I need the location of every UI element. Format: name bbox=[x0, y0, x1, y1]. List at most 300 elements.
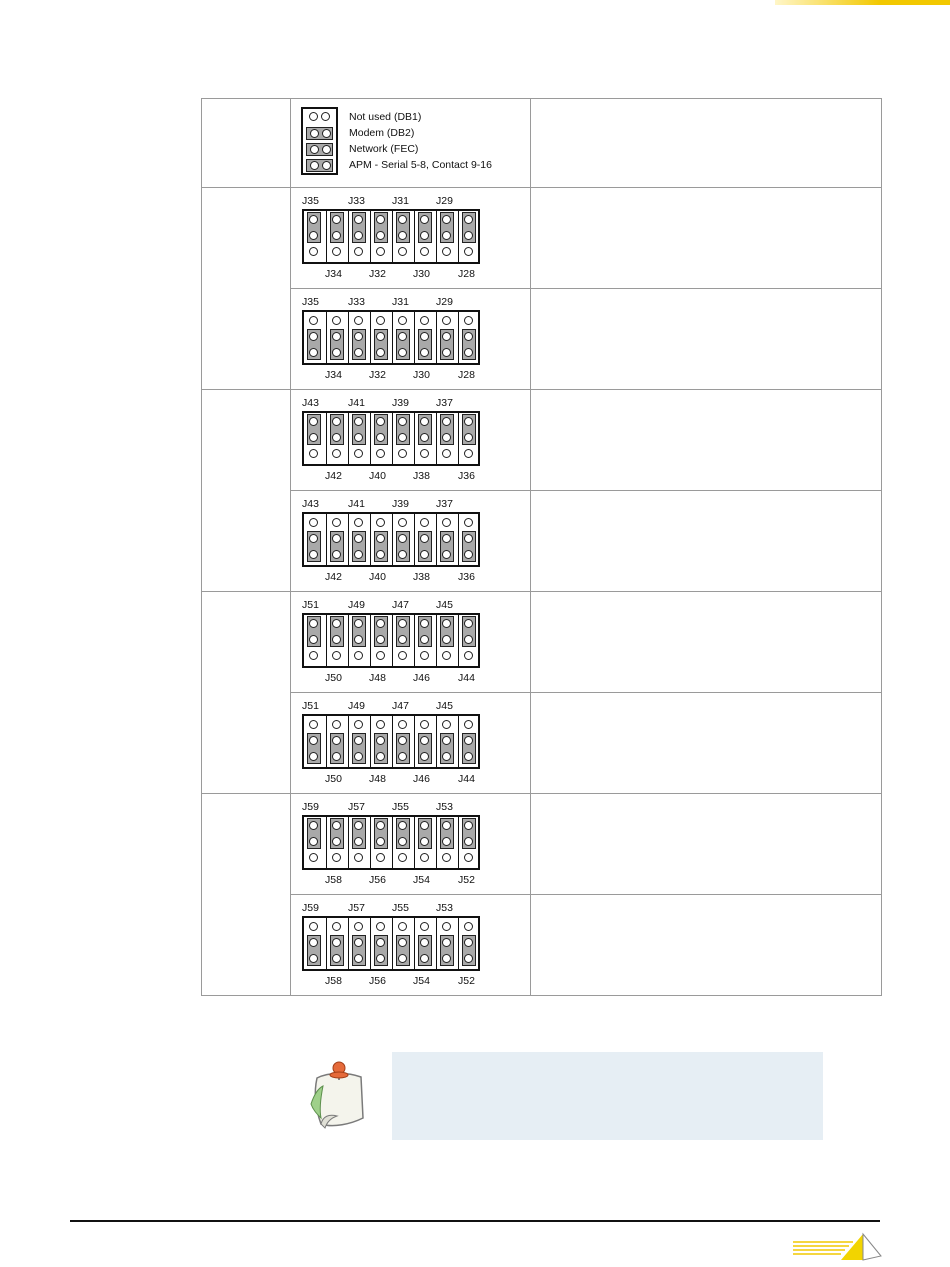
jumper-position bbox=[436, 817, 457, 868]
triangle-logo-icon bbox=[793, 1232, 883, 1262]
jumper-pin bbox=[332, 635, 341, 644]
jumper-pin bbox=[442, 550, 451, 559]
jumper-pin bbox=[376, 837, 385, 846]
jumper-label: J29 bbox=[436, 296, 453, 308]
jumper-pin bbox=[464, 922, 473, 931]
jumper-pin bbox=[420, 736, 429, 745]
jumper-block-figure bbox=[302, 902, 524, 990]
jumper-pin bbox=[398, 853, 407, 862]
jumper-pin bbox=[464, 433, 473, 442]
jumper-pin bbox=[442, 635, 451, 644]
jumper-pin bbox=[442, 821, 451, 830]
jumper-label: J47 bbox=[392, 700, 409, 712]
table-row bbox=[202, 390, 882, 491]
jumper-block-figure bbox=[302, 498, 524, 586]
footer-rule bbox=[70, 1220, 880, 1222]
jumper-position bbox=[392, 211, 413, 262]
jumper-label: J28 bbox=[458, 268, 475, 280]
jumper-figure-cell bbox=[291, 188, 531, 289]
jumper-position bbox=[392, 514, 413, 565]
jumper-label: J48 bbox=[369, 672, 386, 684]
jumper-pin bbox=[442, 518, 451, 527]
jumper-pin bbox=[332, 720, 341, 729]
jumper-pin bbox=[398, 433, 407, 442]
table-row bbox=[202, 188, 882, 289]
jumper-pin bbox=[464, 534, 473, 543]
jumper-pin bbox=[398, 821, 407, 830]
legend-label-apm: APM - Serial 5-8, Contact 9-16 bbox=[349, 159, 492, 171]
jumper-figure-cell bbox=[291, 491, 531, 592]
jumper-block-figure bbox=[302, 599, 524, 687]
jumper-figure-cell bbox=[291, 895, 531, 996]
jumper-pin bbox=[309, 550, 318, 559]
jumper-position bbox=[304, 716, 325, 767]
legend-jumper-block bbox=[301, 107, 338, 175]
jumper-pin bbox=[354, 449, 363, 458]
jumper-label: J53 bbox=[436, 902, 453, 914]
legend-label-not-used: Not used (DB1) bbox=[349, 111, 422, 123]
jumper-label: J33 bbox=[348, 296, 365, 308]
legend-label-network: Network (FEC) bbox=[349, 143, 419, 155]
jumper-figure-cell bbox=[291, 390, 531, 491]
jumper-position bbox=[370, 211, 391, 262]
jumper-pin bbox=[309, 853, 318, 862]
jumper-pin bbox=[376, 853, 385, 862]
jumper-label: J49 bbox=[348, 599, 365, 611]
jumper-pin bbox=[442, 316, 451, 325]
jumper-position bbox=[326, 615, 347, 666]
jumper-position bbox=[458, 312, 479, 363]
jumper-position bbox=[304, 211, 325, 262]
jumper-pin bbox=[309, 247, 318, 256]
jumper-pin bbox=[420, 619, 429, 628]
jumper-pin bbox=[332, 348, 341, 357]
jumper-pin bbox=[442, 417, 451, 426]
jumper-pin bbox=[464, 518, 473, 527]
jumper-pin bbox=[376, 348, 385, 357]
jumper-pin bbox=[309, 938, 318, 947]
jumper-pin bbox=[332, 332, 341, 341]
note-box bbox=[392, 1052, 823, 1140]
jumper-pin bbox=[309, 417, 318, 426]
jumper-label: J33 bbox=[348, 195, 365, 207]
legend-pins-db2 bbox=[306, 127, 333, 140]
jumper-pin bbox=[398, 215, 407, 224]
jumper-pin bbox=[309, 215, 318, 224]
jumper-label: J42 bbox=[325, 571, 342, 583]
jumper-position bbox=[348, 514, 369, 565]
jumper-label: J35 bbox=[302, 195, 319, 207]
jumper-pin bbox=[309, 922, 318, 931]
jumper-position bbox=[392, 413, 413, 464]
jumper-pin bbox=[376, 550, 385, 559]
jumper-pin bbox=[332, 736, 341, 745]
jumper-position bbox=[414, 312, 435, 363]
jumper-pin bbox=[442, 853, 451, 862]
jumper-pin bbox=[354, 332, 363, 341]
jumper-pin bbox=[376, 433, 385, 442]
jumper-pin bbox=[354, 348, 363, 357]
jumper-pin bbox=[332, 417, 341, 426]
jumper-pin bbox=[354, 534, 363, 543]
jumper-label: J57 bbox=[348, 902, 365, 914]
jumper-pin bbox=[376, 720, 385, 729]
jumper-header-frame bbox=[302, 512, 480, 567]
jumper-pin bbox=[442, 215, 451, 224]
jumper-pin bbox=[376, 417, 385, 426]
jumper-pin bbox=[309, 720, 318, 729]
jumper-pin bbox=[354, 853, 363, 862]
description-cell bbox=[531, 794, 882, 895]
jumper-figure-cell bbox=[291, 289, 531, 390]
jumper-pin bbox=[442, 938, 451, 947]
jumper-pin bbox=[354, 316, 363, 325]
jumper-pin bbox=[309, 635, 318, 644]
jumper-pin bbox=[420, 433, 429, 442]
jumper-label: J58 bbox=[325, 975, 342, 987]
jumper-block-figure bbox=[302, 397, 524, 485]
jumper-pin bbox=[464, 231, 473, 240]
jumper-pin bbox=[332, 433, 341, 442]
jumper-label: J46 bbox=[413, 672, 430, 684]
jumper-label: J34 bbox=[325, 369, 342, 381]
table-row bbox=[202, 99, 882, 188]
jumper-pin bbox=[398, 635, 407, 644]
jumper-pin bbox=[309, 954, 318, 963]
jumper-position bbox=[414, 817, 435, 868]
jumper-pin bbox=[464, 316, 473, 325]
description-cell bbox=[531, 491, 882, 592]
jumper-pin bbox=[310, 161, 319, 170]
setting-cell bbox=[202, 99, 291, 188]
jumper-position bbox=[370, 716, 391, 767]
jumper-label: J52 bbox=[458, 975, 475, 987]
setting-cell bbox=[202, 188, 291, 390]
jumper-label: J30 bbox=[413, 369, 430, 381]
jumper-pin bbox=[464, 736, 473, 745]
jumper-pin bbox=[332, 651, 341, 660]
jumper-label: J48 bbox=[369, 773, 386, 785]
jumper-pin bbox=[464, 449, 473, 458]
jumper-position bbox=[458, 716, 479, 767]
jumper-position bbox=[414, 514, 435, 565]
jumper-pin bbox=[442, 348, 451, 357]
jumper-block-figure bbox=[302, 700, 524, 788]
jumper-pin bbox=[398, 619, 407, 628]
jumper-position bbox=[348, 817, 369, 868]
header-accent-bar bbox=[775, 0, 950, 5]
jumper-pin bbox=[376, 752, 385, 761]
jumper-pin bbox=[310, 129, 319, 138]
jumper-position bbox=[436, 615, 457, 666]
jumper-pin bbox=[420, 215, 429, 224]
jumper-header-frame bbox=[302, 916, 480, 971]
jumper-pin bbox=[332, 534, 341, 543]
jumper-pin bbox=[354, 736, 363, 745]
jumper-header-frame bbox=[302, 613, 480, 668]
setting-cell bbox=[202, 592, 291, 794]
jumper-label: J41 bbox=[348, 397, 365, 409]
jumper-label: J29 bbox=[436, 195, 453, 207]
jumper-pin bbox=[376, 736, 385, 745]
jumper-pin bbox=[420, 550, 429, 559]
jumper-label: J42 bbox=[325, 470, 342, 482]
jumper-position bbox=[304, 615, 325, 666]
jumper-pin bbox=[376, 215, 385, 224]
jumper-pin bbox=[420, 752, 429, 761]
jumper-pin bbox=[464, 619, 473, 628]
jumper-pin bbox=[420, 821, 429, 830]
jumper-position bbox=[326, 312, 347, 363]
jumper-position bbox=[436, 211, 457, 262]
jumper-label: J49 bbox=[348, 700, 365, 712]
jumper-position bbox=[392, 918, 413, 969]
jumper-label: J46 bbox=[413, 773, 430, 785]
setting-cell bbox=[202, 390, 291, 592]
jumper-position bbox=[458, 918, 479, 969]
jumper-pin bbox=[398, 332, 407, 341]
jumper-pin bbox=[309, 534, 318, 543]
jumper-pin bbox=[376, 518, 385, 527]
legend-label-modem: Modem (DB2) bbox=[349, 127, 415, 139]
jumper-position bbox=[392, 716, 413, 767]
jumper-pin bbox=[376, 449, 385, 458]
jumper-position bbox=[326, 817, 347, 868]
jumper-pin bbox=[376, 247, 385, 256]
jumper-pin bbox=[376, 231, 385, 240]
legend-pins-fec bbox=[306, 143, 333, 156]
jumper-label: J50 bbox=[325, 672, 342, 684]
jumper-label: J39 bbox=[392, 397, 409, 409]
jumper-pin bbox=[376, 635, 385, 644]
jumper-label: J56 bbox=[369, 975, 386, 987]
jumper-position bbox=[370, 918, 391, 969]
jumper-pin bbox=[322, 145, 331, 154]
jumper-pin bbox=[464, 752, 473, 761]
description-cell bbox=[531, 188, 882, 289]
jumper-position bbox=[436, 413, 457, 464]
jumper-position bbox=[414, 615, 435, 666]
jumper-pin bbox=[464, 635, 473, 644]
jumper-label: J40 bbox=[369, 470, 386, 482]
jumper-pin bbox=[309, 449, 318, 458]
jumper-block-figure bbox=[302, 801, 524, 889]
jumper-pin bbox=[464, 954, 473, 963]
jumper-pin bbox=[354, 550, 363, 559]
jumper-position bbox=[326, 514, 347, 565]
jumper-pin bbox=[376, 534, 385, 543]
jumper-position bbox=[370, 413, 391, 464]
table-row bbox=[202, 895, 882, 996]
jumper-label: J36 bbox=[458, 571, 475, 583]
pushpin-note-icon bbox=[303, 1058, 375, 1132]
jumper-pin bbox=[332, 821, 341, 830]
jumper-pin bbox=[398, 752, 407, 761]
jumper-pin bbox=[309, 332, 318, 341]
jumper-block-figure bbox=[302, 195, 524, 283]
jumper-position bbox=[436, 514, 457, 565]
jumper-pin bbox=[354, 433, 363, 442]
jumper-pin bbox=[442, 651, 451, 660]
jumper-label: J47 bbox=[392, 599, 409, 611]
jumper-pin bbox=[442, 332, 451, 341]
jumper-position bbox=[348, 211, 369, 262]
jumper-pin bbox=[332, 752, 341, 761]
jumper-label: J38 bbox=[413, 571, 430, 583]
jumper-label: J59 bbox=[302, 801, 319, 813]
jumper-pin bbox=[354, 954, 363, 963]
jumper-position bbox=[326, 716, 347, 767]
jumper-position bbox=[458, 514, 479, 565]
table-row bbox=[202, 592, 882, 693]
description-cell bbox=[531, 289, 882, 390]
jumper-pin bbox=[376, 938, 385, 947]
jumper-pin bbox=[332, 954, 341, 963]
jumper-label: J45 bbox=[436, 700, 453, 712]
table-row bbox=[202, 693, 882, 794]
jumper-pin bbox=[398, 231, 407, 240]
description-cell bbox=[531, 99, 882, 188]
jumper-label: J37 bbox=[436, 498, 453, 510]
jumper-pin bbox=[309, 619, 318, 628]
jumper-position bbox=[392, 817, 413, 868]
jumper-pin bbox=[420, 534, 429, 543]
jumper-pin bbox=[420, 348, 429, 357]
jumper-pin bbox=[332, 518, 341, 527]
jumper-pin bbox=[464, 348, 473, 357]
jumper-position bbox=[458, 413, 479, 464]
jumper-pin bbox=[376, 316, 385, 325]
jumper-pin bbox=[376, 332, 385, 341]
jumper-position bbox=[326, 211, 347, 262]
jumper-pin bbox=[309, 752, 318, 761]
setting-cell bbox=[202, 794, 291, 996]
jumper-pin bbox=[420, 316, 429, 325]
jumper-label: J53 bbox=[436, 801, 453, 813]
jumper-pin bbox=[464, 837, 473, 846]
jumper-pin bbox=[420, 635, 429, 644]
jumper-pin bbox=[376, 954, 385, 963]
jumper-pin bbox=[420, 938, 429, 947]
jumper-position bbox=[304, 514, 325, 565]
jumper-pin bbox=[310, 145, 319, 154]
jumper-position bbox=[348, 716, 369, 767]
jumper-pin bbox=[398, 651, 407, 660]
jumper-label: J55 bbox=[392, 902, 409, 914]
jumper-pin bbox=[420, 954, 429, 963]
jumper-position bbox=[348, 918, 369, 969]
description-cell bbox=[531, 693, 882, 794]
jumper-position bbox=[348, 312, 369, 363]
jumper-pin bbox=[332, 231, 341, 240]
jumper-position bbox=[436, 312, 457, 363]
jumper-label: J32 bbox=[369, 369, 386, 381]
jumper-position bbox=[458, 817, 479, 868]
jumper-pin bbox=[442, 720, 451, 729]
jumper-pin bbox=[322, 129, 331, 138]
jumper-position bbox=[370, 615, 391, 666]
jumper-pin bbox=[464, 417, 473, 426]
jumper-pin bbox=[332, 938, 341, 947]
jumper-pin bbox=[464, 215, 473, 224]
jumper-label: J28 bbox=[458, 369, 475, 381]
jumper-header-frame bbox=[302, 310, 480, 365]
jumper-label: J34 bbox=[325, 268, 342, 280]
jumper-pin bbox=[332, 316, 341, 325]
jumper-pin bbox=[354, 518, 363, 527]
jumper-label: J30 bbox=[413, 268, 430, 280]
jumper-label: J43 bbox=[302, 397, 319, 409]
jumper-pin bbox=[420, 651, 429, 660]
jumper-pin bbox=[464, 853, 473, 862]
jumper-pin bbox=[442, 231, 451, 240]
jumper-pin bbox=[398, 247, 407, 256]
table-row bbox=[202, 289, 882, 390]
legend-pins-apm bbox=[306, 159, 333, 172]
jumper-label: J56 bbox=[369, 874, 386, 886]
jumper-label: J37 bbox=[436, 397, 453, 409]
jumper-pin bbox=[309, 231, 318, 240]
jumper-label: J41 bbox=[348, 498, 365, 510]
jumper-block-figure bbox=[302, 296, 524, 384]
jumper-pin bbox=[322, 161, 331, 170]
jumper-pin bbox=[321, 112, 330, 121]
jumper-pin bbox=[354, 635, 363, 644]
jumper-pin bbox=[309, 112, 318, 121]
jumper-pin bbox=[398, 449, 407, 458]
description-cell bbox=[531, 895, 882, 996]
jumper-pin bbox=[464, 332, 473, 341]
jumper-pin bbox=[464, 821, 473, 830]
jumper-label: J58 bbox=[325, 874, 342, 886]
jumper-pin bbox=[309, 518, 318, 527]
jumper-position bbox=[392, 615, 413, 666]
jumper-pin bbox=[354, 247, 363, 256]
jumper-pin bbox=[354, 215, 363, 224]
jumper-pin bbox=[354, 231, 363, 240]
jumper-pin bbox=[398, 720, 407, 729]
jumper-label: J45 bbox=[436, 599, 453, 611]
jumper-position bbox=[304, 413, 325, 464]
jumper-figure-cell bbox=[291, 592, 531, 693]
jumper-pin bbox=[442, 534, 451, 543]
jumper-position bbox=[392, 312, 413, 363]
jumper-pin bbox=[398, 348, 407, 357]
jumper-position bbox=[436, 918, 457, 969]
jumper-pin bbox=[376, 922, 385, 931]
jumper-position bbox=[414, 716, 435, 767]
jumper-pin bbox=[376, 651, 385, 660]
jumper-label: J52 bbox=[458, 874, 475, 886]
jumper-label: J51 bbox=[302, 599, 319, 611]
jumper-pin bbox=[354, 720, 363, 729]
jumper-pin bbox=[442, 736, 451, 745]
jumper-pin bbox=[398, 316, 407, 325]
jumper-pin bbox=[376, 619, 385, 628]
jumper-header-frame bbox=[302, 411, 480, 466]
jumper-position bbox=[458, 211, 479, 262]
jumper-pin bbox=[309, 651, 318, 660]
jumper-pin bbox=[309, 316, 318, 325]
jumper-position bbox=[326, 413, 347, 464]
jumper-pin bbox=[332, 247, 341, 256]
jumper-position bbox=[370, 514, 391, 565]
jumper-header-frame bbox=[302, 714, 480, 769]
jumper-label: J40 bbox=[369, 571, 386, 583]
jumper-pin bbox=[420, 417, 429, 426]
table-row bbox=[202, 794, 882, 895]
jumper-pin bbox=[354, 651, 363, 660]
